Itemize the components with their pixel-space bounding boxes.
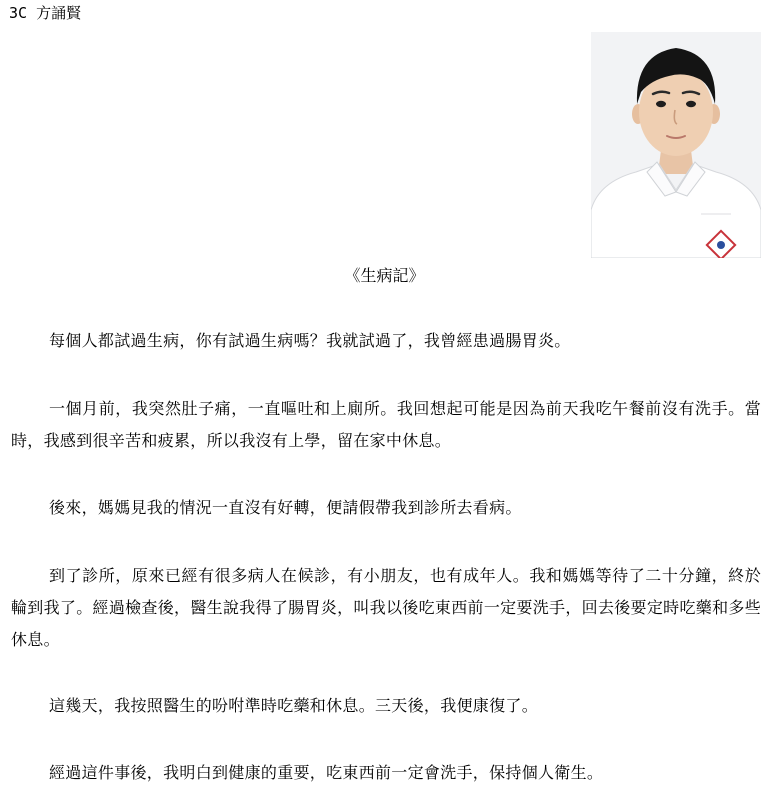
essay-paragraph: 經過這件事後，我明白到健康的重要，吃東西前一定會洗手，保持個人衛生。 [49,763,604,782]
author-line: 3C 方誦賢 [9,4,82,22]
essay-title: 《生病記》 [344,266,425,285]
essay-paragraph: 每個人都試過生病，你有試過生病嗎？我就試過了，我曾經患過腸胃炎。 [49,331,571,350]
essay-paragraph: 這幾天，我按照醫生的吩咐準時吃藥和休息。三天後，我便康復了。 [49,696,539,715]
essay-paragraph: 到了診所，原來已經有很多病人在候診，有小朋友，也有成年人。我和媽媽等待了二十分鐘，終於輪到我了。經過檢查後，醫生說我得了腸胃炎，叫我以後吃東西前一定要洗手，回去後要定時吃藥和多些休息。 [11,566,761,649]
essay-paragraph: 一個月前，我突然肚子痛，一直嘔吐和上廁所。我回想起可能是因為前天我吃午餐前沒有洗手。當時，我感到很辛苦和疲累，所以我沒有上學，留在家中休息。 [11,399,761,450]
student-portrait-illustration [591,32,761,258]
essay-paragraph: 後來，媽媽見我的情況一直沒有好轉，便請假帶我到診所去看病。 [49,498,522,517]
student-photo [591,32,761,258]
